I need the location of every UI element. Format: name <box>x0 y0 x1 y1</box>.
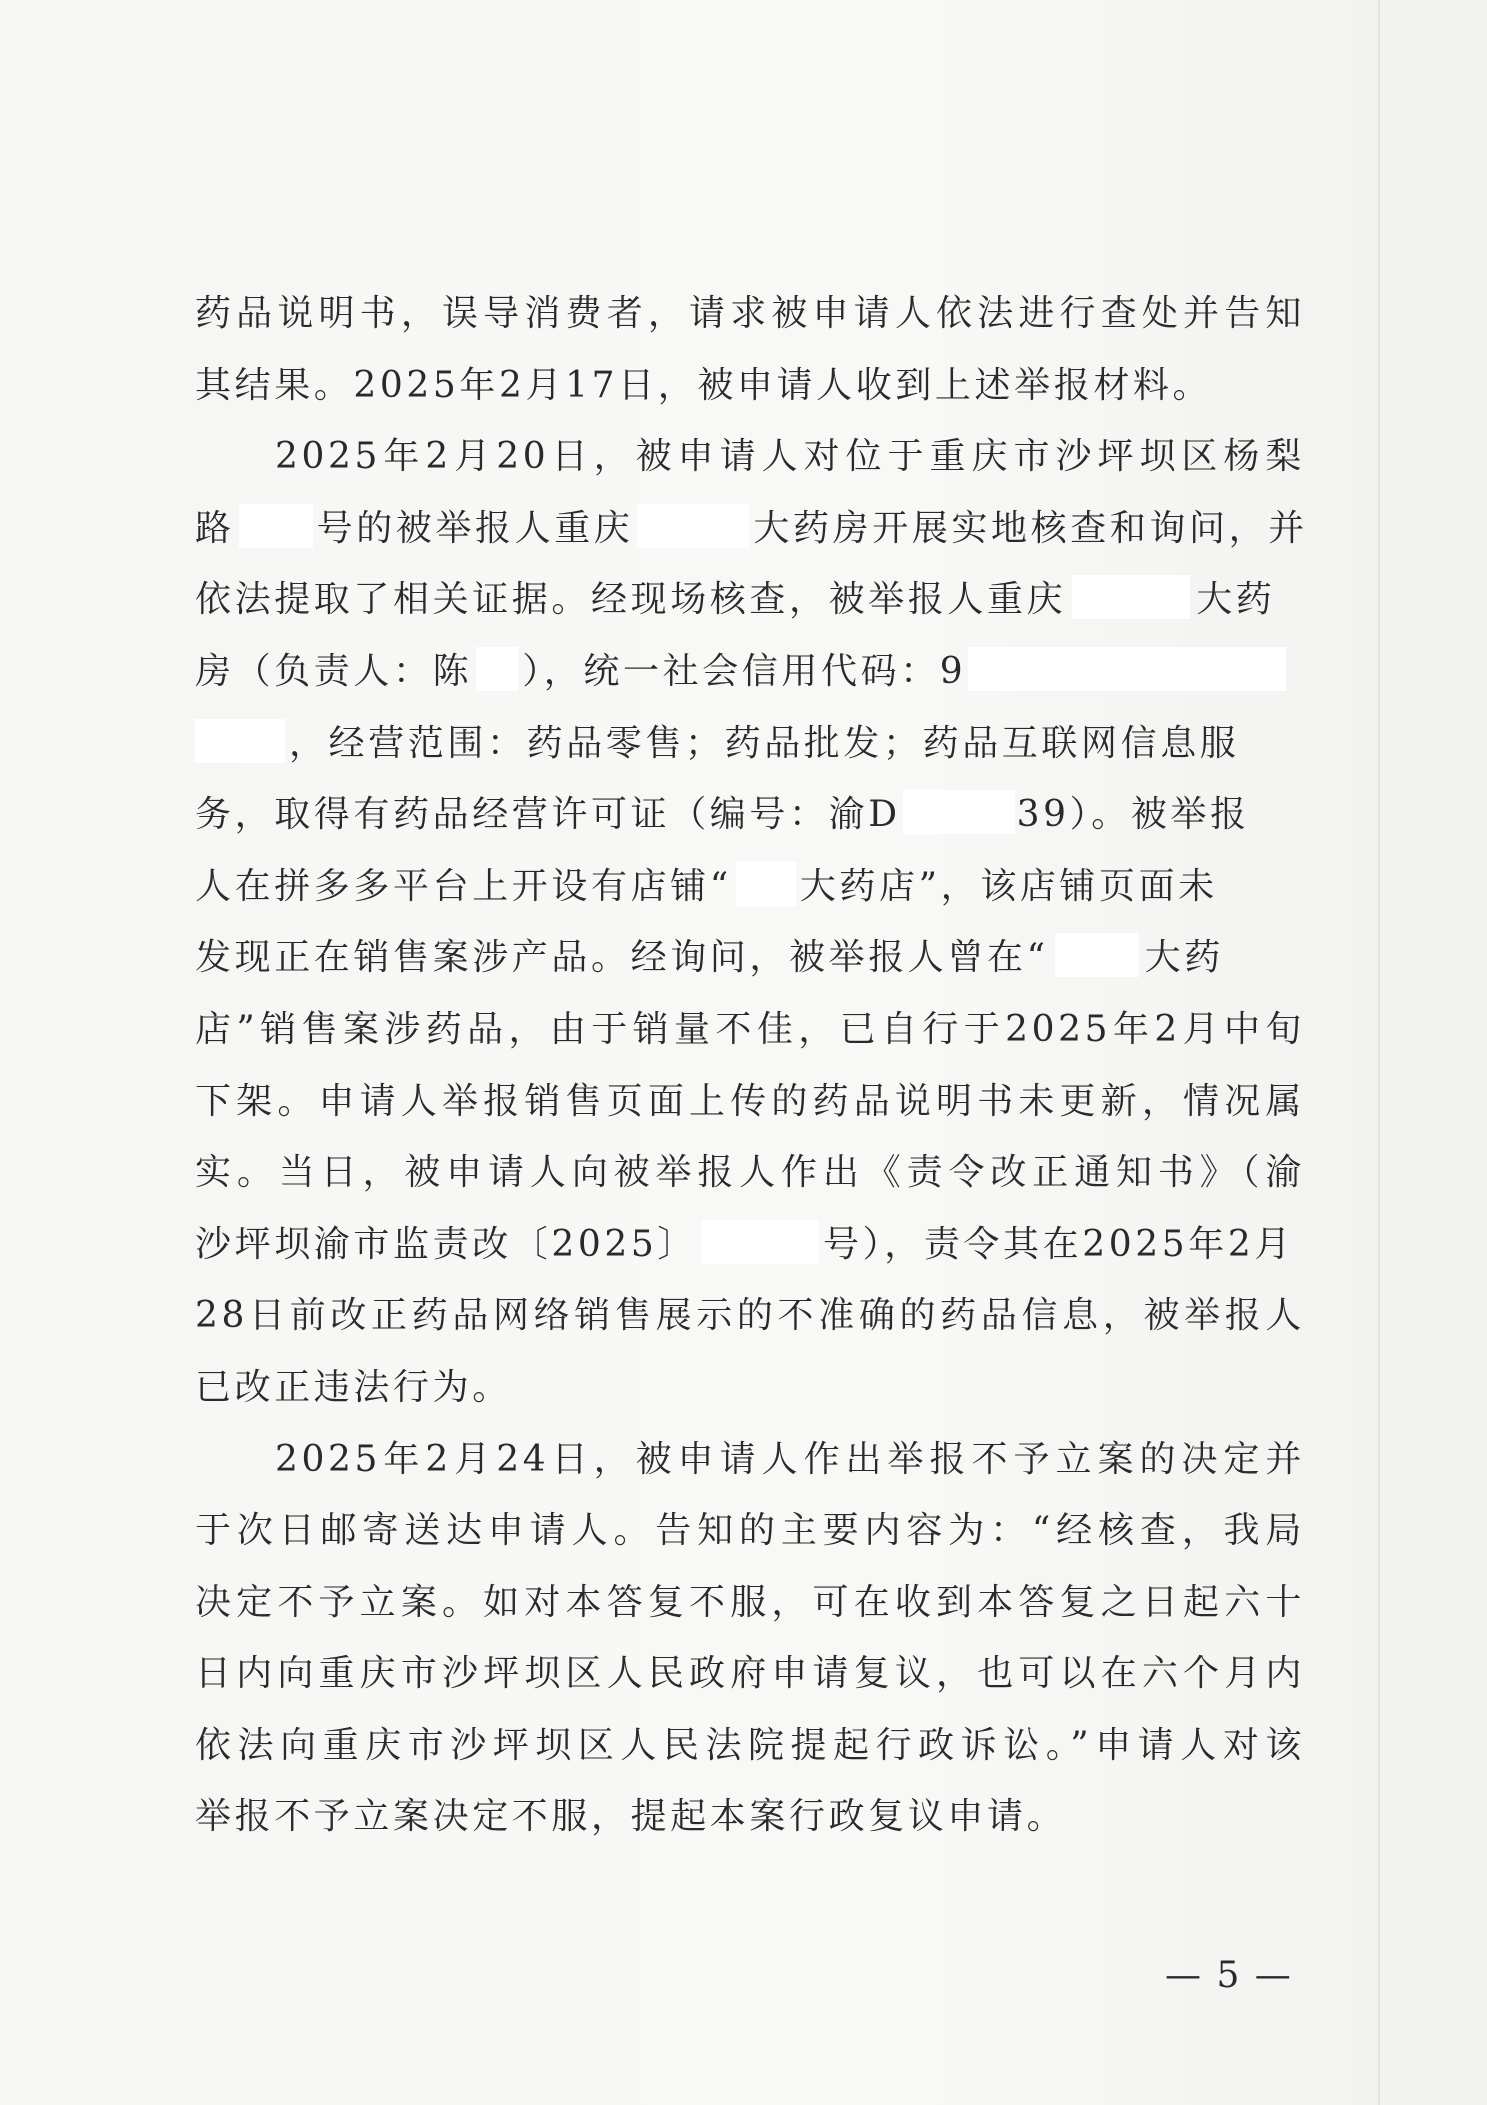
text-segment: 号），责令其在2025年2月 <box>823 1223 1294 1265</box>
text-line: 日内向重庆市沙坪坝区人民政府申请复议，也可以在六个月内 <box>195 1653 1305 1695</box>
text-line: 下架。申请人举报销售页面上传的药品说明书未更新，情况属 <box>195 1080 1305 1122</box>
paragraph-start-line: 2025年2月24日，被申请人作出举报不予立案的决定并 <box>275 1438 1305 1480</box>
text-line: 其结果。2025年2月17日，被申请人收到上述举报材料。 <box>195 364 1213 406</box>
text-line <box>195 493 1308 565</box>
redaction-box <box>968 647 1286 691</box>
text-segment: 房（负责人：陈 <box>195 650 473 692</box>
redaction-box <box>637 504 749 548</box>
text-line: 决定不予立案。如对本答复不服，可在收到本答复之日起六十 <box>195 1581 1305 1623</box>
text-line: 举报不予立案决定不服，提起本案行政复议申请。 <box>195 1796 1067 1838</box>
text-segment: ，经营范围：药品零售；药品批发；药品互联网信息服 <box>289 722 1240 764</box>
text-segment: 号的被举报人重庆 <box>316 507 634 549</box>
text-line <box>195 779 1305 851</box>
text-line <box>195 636 1305 708</box>
text-line: 实。当日，被申请人向被举报人作出《责令改正通知书》（渝 <box>195 1152 1305 1194</box>
text-segment: 大药 <box>1196 579 1276 621</box>
text-segment: 务，取得有药品经营许可证（编号：渝D <box>195 794 901 836</box>
text-segment: 沙坪坝渝市监责改〔2025〕 <box>195 1223 698 1265</box>
text-segment: 人在拼多多平台上开设有店铺“ <box>195 865 732 907</box>
redaction-box <box>1055 933 1139 977</box>
redaction-box <box>195 719 285 763</box>
text-line <box>195 922 1305 994</box>
text-line <box>195 564 1305 636</box>
text-line: 依法向重庆市沙坪坝区人民法院提起行政诉讼。”申请人对该 <box>195 1724 1305 1766</box>
page-fold-line <box>1378 0 1380 2105</box>
redaction-box <box>239 504 313 548</box>
text-line: 已改正违法行为。 <box>195 1366 512 1408</box>
text-segment: 大药 <box>1144 937 1224 979</box>
text-line: 于次日邮寄送达申请人。告知的主要内容为：“经核查，我局 <box>195 1510 1305 1552</box>
text-segment: 39）。被举报 <box>1016 794 1250 836</box>
text-segment: 大药店”，该店铺页面未 <box>799 865 1218 907</box>
redaction-box <box>1072 575 1190 619</box>
text-segment: 大药房开展实地核查和询问，并 <box>753 507 1308 549</box>
text-segment: 依法提取了相关证据。经现场核查，被举报人重庆 <box>195 579 1067 621</box>
text-line: 药品说明书，误导消费者，请求被申请人依法进行查处并告知 <box>195 293 1305 334</box>
text-line <box>195 851 1305 923</box>
redaction-box <box>476 647 518 691</box>
page-number: — 5 — <box>1165 1955 1293 1996</box>
paragraph-start-line: 2025年2月20日，被申请人对位于重庆市沙坪坝区杨梨 <box>275 436 1305 478</box>
text-line <box>195 1209 1305 1281</box>
document-body <box>195 278 1308 1853</box>
text-line: 店”销售案涉药品，由于销量不佳，已自行于2025年2月中旬 <box>195 1008 1305 1050</box>
redaction-box <box>736 862 796 906</box>
text-line <box>195 708 1305 780</box>
redaction-box <box>903 790 1015 834</box>
text-segment: 路 <box>195 507 235 549</box>
text-line: 28日前改正药品网络销售展示的不准确的药品信息，被举报人 <box>195 1295 1305 1337</box>
redaction-box <box>701 1220 819 1264</box>
text-segment: 发现正在销售案涉产品。经询问，被举报人曾在“ <box>195 937 1049 979</box>
text-segment: ），统一社会信用代码：9 <box>522 650 967 692</box>
